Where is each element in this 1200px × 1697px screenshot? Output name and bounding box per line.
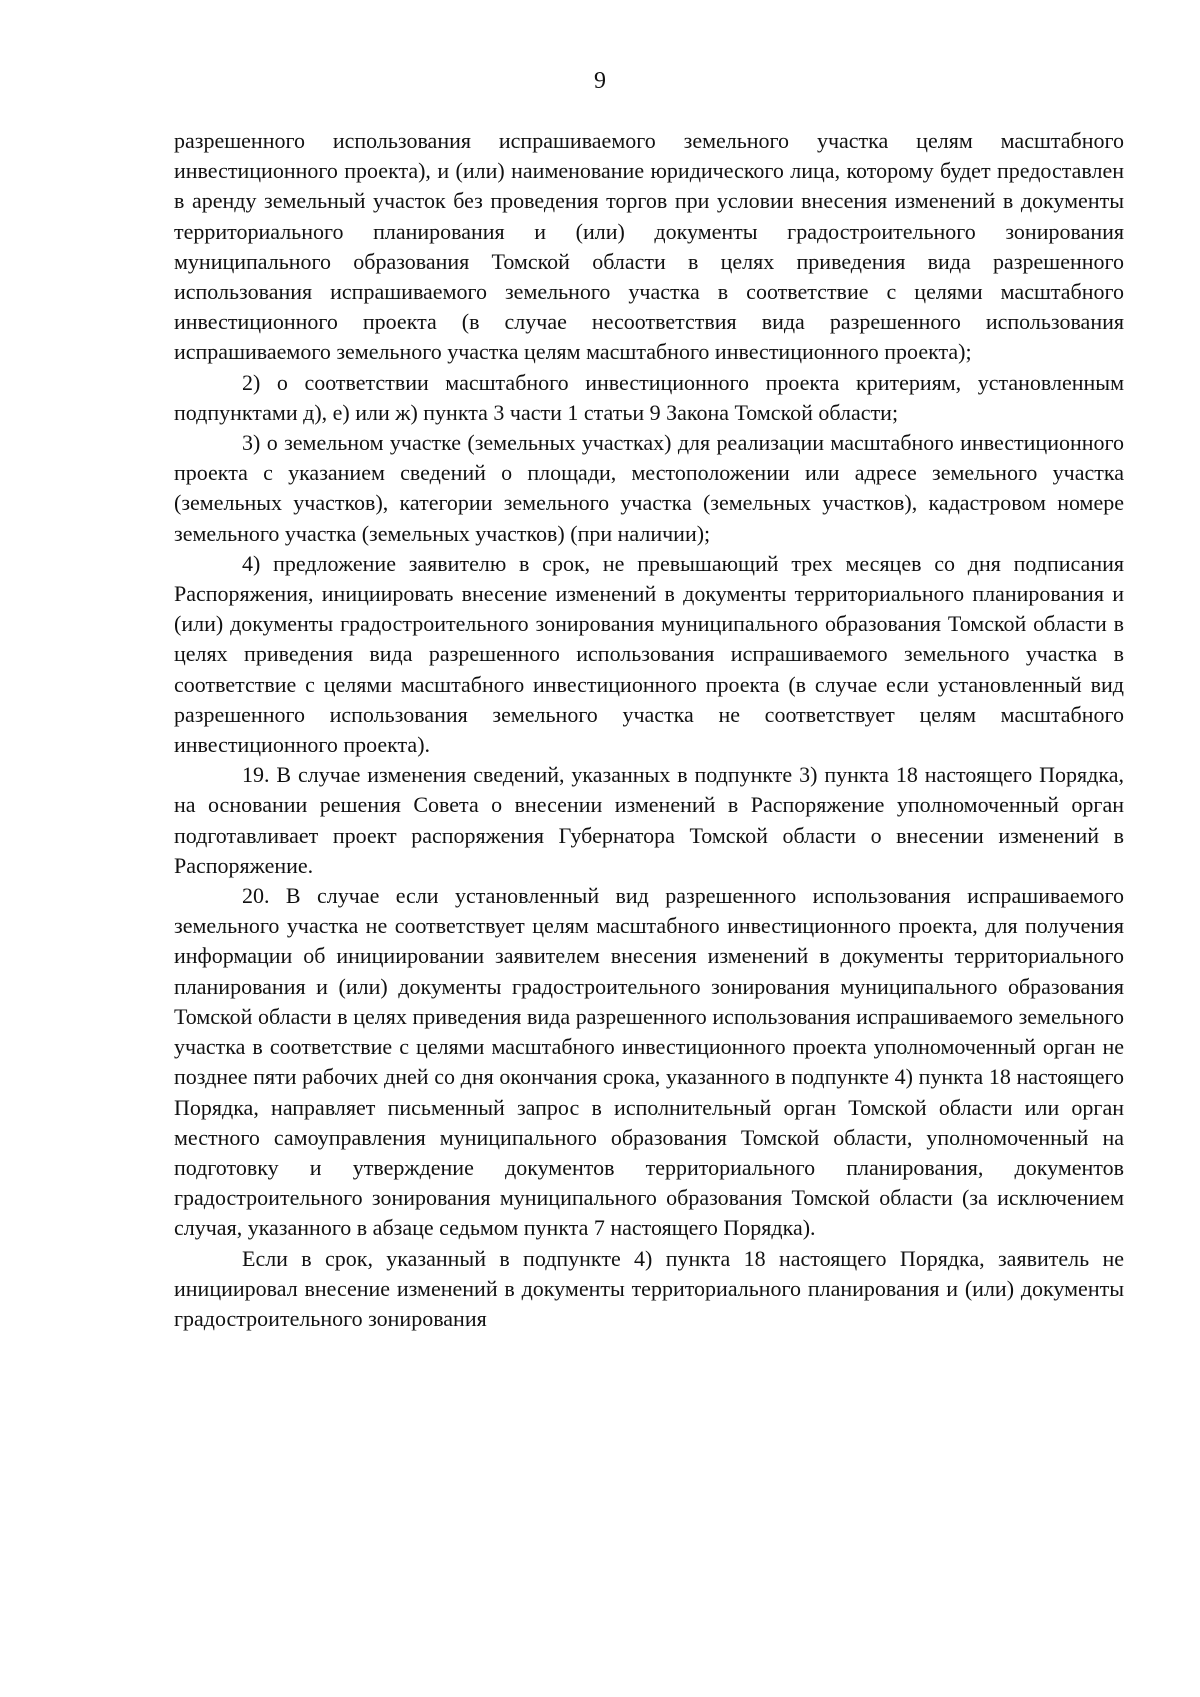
paragraph-clause-20-continued: Если в срок, указанный в подпункте 4) пункта 18 настоящего Порядка, заявитель не инициировал внесение изменений в документы территориального планирования и (или) документы градостроительного зонирования	[174, 1245, 1124, 1331]
paragraph-item-3: 3) о земельном участке (земельных участках) для реализации масштабного инвестиционного проекта с указанием сведений о площади, местоположении или адресе земельного участка (земельных участков), категории земельного участка (земельных участков), кадастровом номере земельного участка (земельных участков) (при наличии);	[174, 430, 1124, 546]
paragraph-clause-20: 20. В случае если установленный вид разрешенного использования испрашиваемого земельного участка не соответствует целям масштабного инвестиционного проекта, для получения информации об инициировании заявителем внесения изменений в документы территориального планирования и (или) документы градостроительного зонирования муниципального образования Томской области в целях приведения вида разрешенного использования испрашиваемого земельного участка в соответствие с целями масштабного инвестиционного проекта уполномоченный орган не позднее пяти рабочих дней со дня окончания срока, указанного в подпункте 4) пункта 18 настоящего Порядка, направляет письменный запрос в исполнительный орган Томской области или орган местного самоуправления муниципального образования Томской области, уполномоченный на подготовку и утверждение документов территориального планирования, документов градостроительного зонирования муниципального образования Томской области (за исключением случая, указанного в абзаце седьмом пункта 7 настоящего Порядка).	[174, 883, 1124, 1241]
page-number: 9	[594, 68, 606, 94]
paragraph-continuation: разрешенного использования испрашиваемого земельного участка целям масштабного инвестиционного проекта), и (или) наименование юридического лица, которому будет предоставлен в аренду земельный участок без проведения торгов при условии внесения изменений в документы территориального планирования и (или) документы градостроительного зонирования муниципального образования Томской области в целях приведения вида разрешенного использования испрашиваемого земельного участка в соответствие с целями масштабного инвестиционного проекта (в случае несоответствия вида разрешенного использования испрашиваемого земельного участка целям масштабного инвестиционного проекта);	[174, 128, 1124, 365]
paragraph-item-2: 2) о соответствии масштабного инвестиционного проекта критериям, установленным подпунктами д), е) или ж) пункта 3 части 1 статьи 9 Закона Томской области;	[174, 369, 1124, 425]
document-body	[174, 126, 1124, 1334]
paragraph-item-4: 4) предложение заявителю в срок, не превышающий трех месяцев со дня подписания Распоряжения, инициировать внесение изменений в документы территориального планирования и (или) документы градостроительного зонирования муниципального образования Томской области в целях приведения вида разрешенного использования испрашиваемого земельного участка в соответствие с целями масштабного инвестиционного проекта (в случае если установленный вид разрешенного использования земельного участка не соответствует целям масштабного инвестиционного проекта).	[174, 550, 1124, 758]
paragraph-clause-19: 19. В случае изменения сведений, указанных в подпункте 3) пункта 18 настоящего Порядка, на основании решения Совета о внесении изменений в Распоряжение уполномоченный орган подготавливает проект распоряжения Губернатора Томской области о внесении изменений в Распоряжение.	[174, 762, 1124, 878]
